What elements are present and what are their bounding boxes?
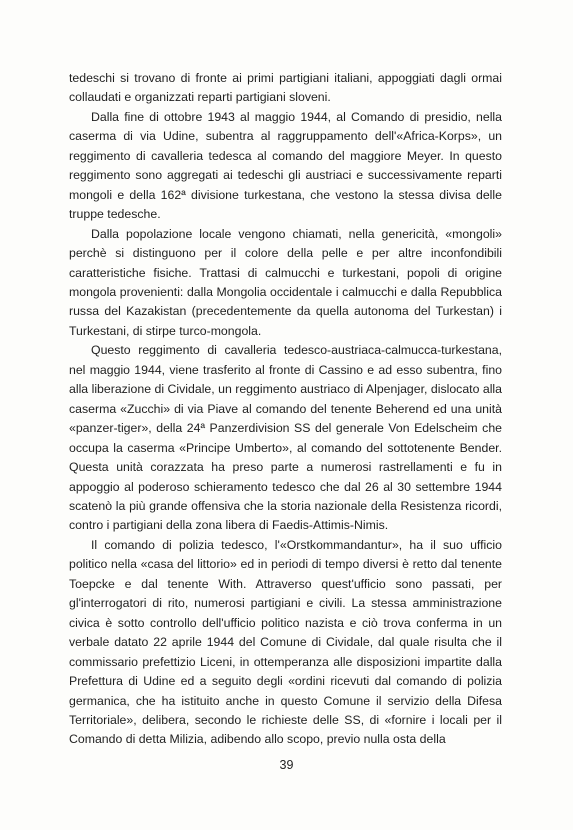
paragraph-1: tedeschi si trovano di fronte ai primi partigiani italiani, appoggiati dagli ormai collaudati e organizzati reparti partigiani sloveni. bbox=[69, 71, 502, 105]
paragraph-2: Dalla fine di ottobre 1943 al maggio 1944, al Comando di presidio, nella caserma di via Udine, subentra al raggruppamento dell'«Africa-Korps», un reggimento di cavalleria tedesca al comando del maggiore Meyer. In questo reggimento sono aggregati ai tedeschi gli austriaci e successivamente reparti mongoli e della 162ª divisione turkestana, che vestono la stessa divisa delle truppe tedesche. bbox=[69, 109, 502, 222]
paragraph-3: Dalla popolazione locale vengono chiamati, nella genericità, «mongoli» perchè si distinguono per il colore della pelle e per altre inconfondibili caratteristiche fisiche. Trattasi di calmucchi e turkestani, popoli di origine mongola provenienti: dalla Mongolia occidentale i calmucchi e dalla Repubblica russa del Kazakistan (precedentemente da quella autonoma del Turkestan) i Turkestani, di stirpe turco-mongola. bbox=[69, 226, 502, 338]
paragraph-5: Il comando di polizia tedesco, l'«Orstkommandantur», ha il suo ufficio politico nella «casa del littorio» ed in periodi di tempo diversi è retto dal tenente Toepcke e dal tenente With. Attraverso quest'ufficio sono passati, per gl'interrogatori di rito, numerosi partigiani e civili. La stessa amministrazione civica è sotto controllo dell'ufficio politico nazista e ciò trova conferma in un verbale datato 22 aprile 1944 del Comune di Cividale, dal quale risulta che il commissario prefettizio Liceni, in ottemperanza alle disposizioni impartite dalla Prefettura di Udine ed a seguito degli «ordini ricevuti dal comando di polizia germanica, che ha istituito anche in questo Comune il servizio della Difesa Territoriale», delibera, secondo le richieste delle SS, di «fornire i locali per il Comando di detta Milizia, adibendo allo scopo, previo nulla osta della bbox=[69, 537, 502, 747]
body-text bbox=[69, 69, 502, 750]
page-number: 39 bbox=[279, 758, 294, 772]
paragraph-4: Questo reggimento di cavalleria tedesco-austriaca-calmucca-turkestana, nel maggio 1944, viene trasferito al fronte di Cassino e ad esso subentra, fino alla liberazione di Cividale, un reggimento austriaco di Alpenjager, dislocato alla caserma «Zucchi» di via Piave al comando del tenente Beherend ed una unità «panzer-tiger», della 24ª Panzerdivision SS del generale Von Edelscheim che occupa la caserma «Principe Umberto», al comando del sottotenente Bender. Questa unità corazzata ha preso parte a numerosi rastrellamenti e fu in appoggio al poderoso schieramento tedesco che dal 26 al 30 settembre 1944 scatenò la più grande offensiva che la storia nazionale della Resistenza ricordi, contro i partigiani della zona libera di Faedis-Attimis-Nimis. bbox=[69, 343, 502, 533]
